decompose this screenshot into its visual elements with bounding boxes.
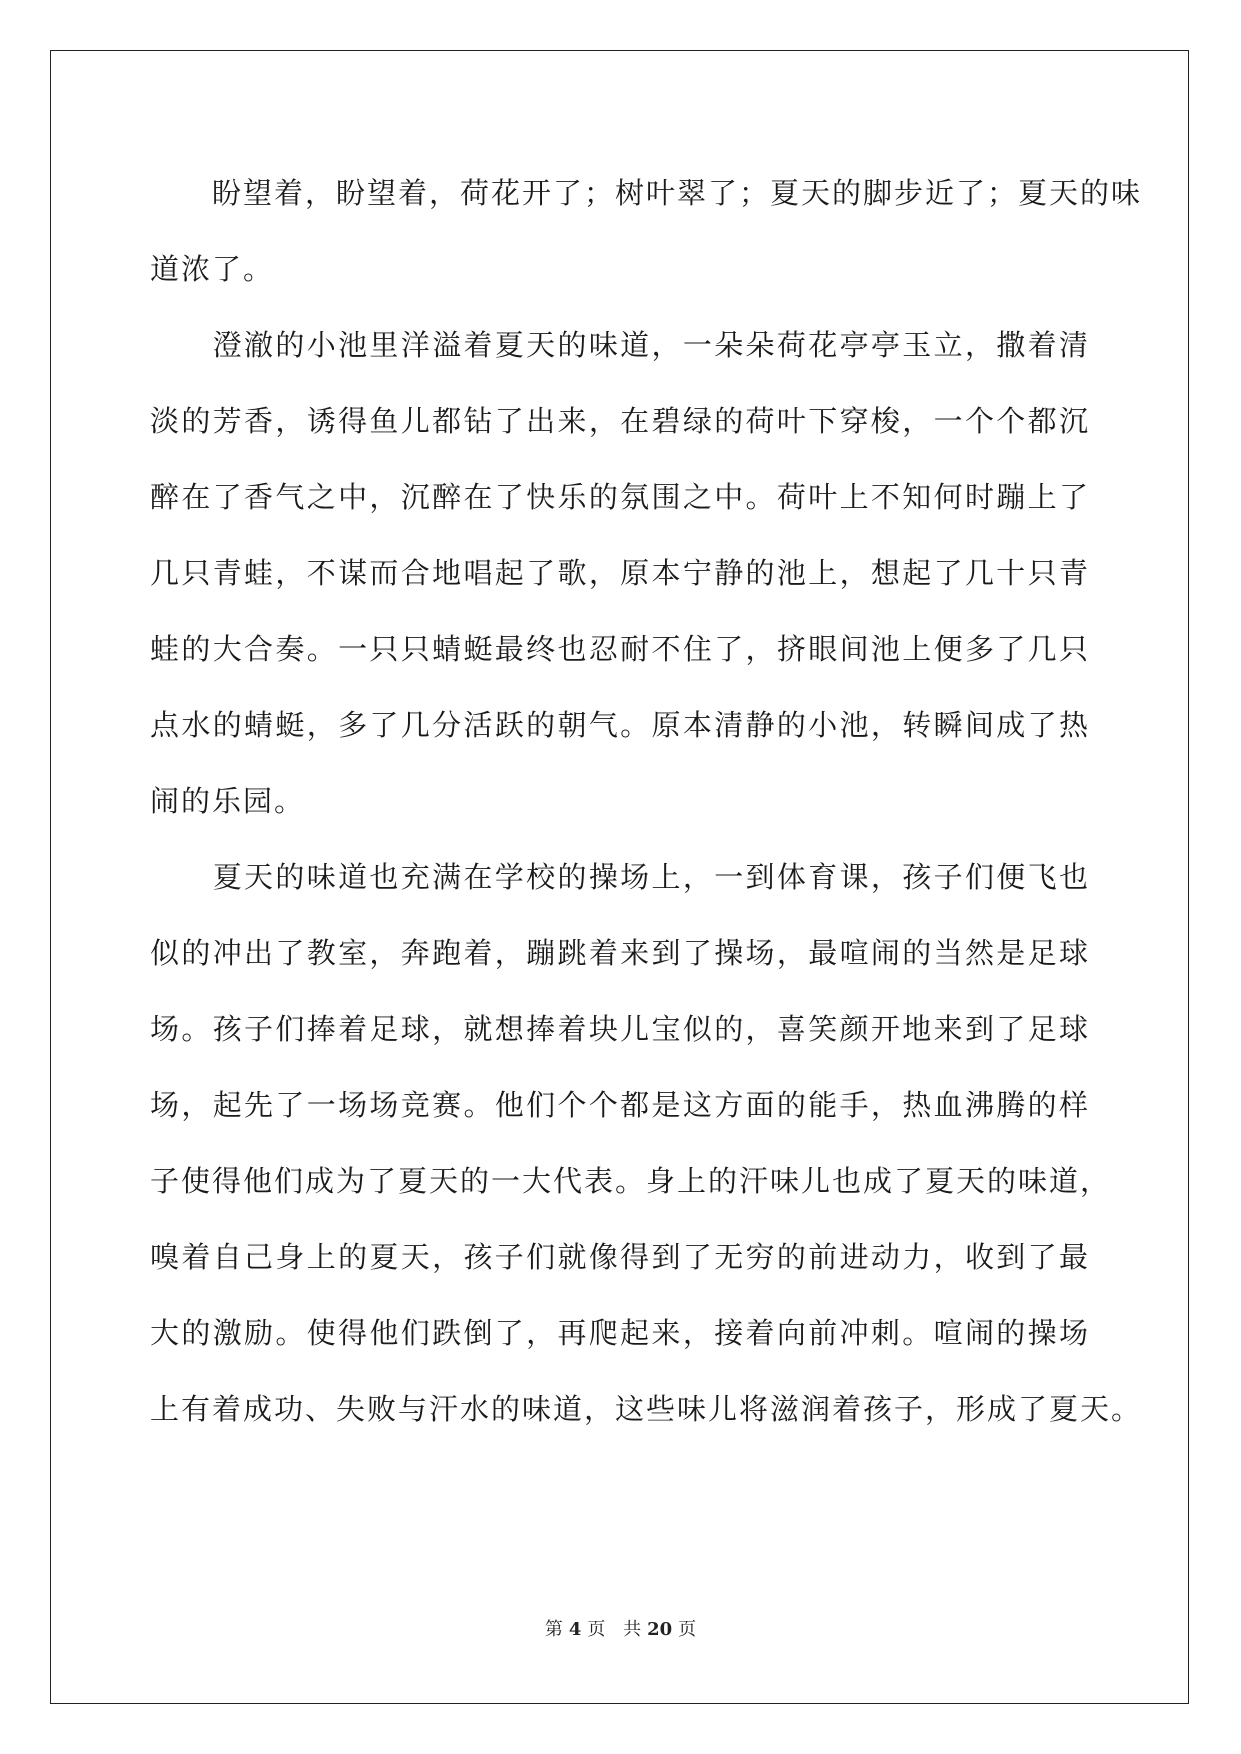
document-body: [150, 155, 1143, 1447]
text-line: 蛙的大合奏。一只只蜻蜓最终也忍耐不住了，挤眼间池上便多了几只: [150, 632, 1090, 666]
text-line: 几只青蛙，不谋而合地唱起了歌，原本宁静的池上，想起了几十只青: [150, 556, 1090, 590]
text-line: 似的冲出了教室，奔跑着，蹦跳着来到了操场，最喧闹的当然是足球: [150, 936, 1090, 970]
text-line: 盼望着，盼望着，荷花开了；树叶翠了；夏天的脚步近了；夏天的味: [150, 176, 1143, 210]
text-line: 大的激励。使得他们跌倒了，再爬起来，接着向前冲刺。喧闹的操场: [150, 1316, 1090, 1350]
total-number: 20: [647, 1619, 673, 1640]
page-number-label: [542, 1619, 609, 1640]
page-total-label: [620, 1619, 699, 1640]
text-line: 道浓了。: [150, 252, 275, 286]
page-number: 4: [568, 1619, 582, 1640]
text-line: 闹的乐园。: [150, 784, 306, 818]
text-line: 子使得他们成为了夏天的一大代表。身上的汗味儿也成了夏天的味道，: [150, 1164, 1112, 1198]
text-line: 夏天的味道也充满在学校的操场上，一到体育课，孩子们便飞也: [150, 860, 1090, 894]
text-line: 醉在了香气之中，沉醉在了快乐的氛围之中。荷叶上不知何时蹦上了: [150, 480, 1090, 514]
total-suffix: 页: [678, 1619, 697, 1640]
page-suffix: 页: [587, 1619, 606, 1640]
page-footer: [0, 1615, 1241, 1641]
text-line: 点水的蜻蜓，多了几分活跃的朝气。原本清静的小池，转瞬间成了热: [150, 708, 1090, 742]
text-line: 淡的芳香，诱得鱼儿都钻了出来，在碧绿的荷叶下穿梭，一个个都沉: [150, 404, 1090, 438]
total-prefix: 共: [623, 1619, 642, 1640]
text-line: 上有着成功、失败与汗水的味道，这些味儿将滋润着孩子，形成了夏天。: [150, 1392, 1143, 1426]
text-line: 场。孩子们捧着足球，就想捧着块儿宝似的，喜笑颜开地来到了足球: [150, 1012, 1090, 1046]
page-prefix: 第: [544, 1619, 563, 1640]
text-line: 嗅着自己身上的夏天，孩子们就像得到了无穷的前进动力，收到了最: [150, 1240, 1090, 1274]
text-line: 澄澈的小池里洋溢着夏天的味道，一朵朵荷花亭亭玉立，撒着清: [150, 328, 1090, 362]
text-line: 场，起先了一场场竞赛。他们个个都是这方面的能手，热血沸腾的样: [150, 1088, 1090, 1122]
